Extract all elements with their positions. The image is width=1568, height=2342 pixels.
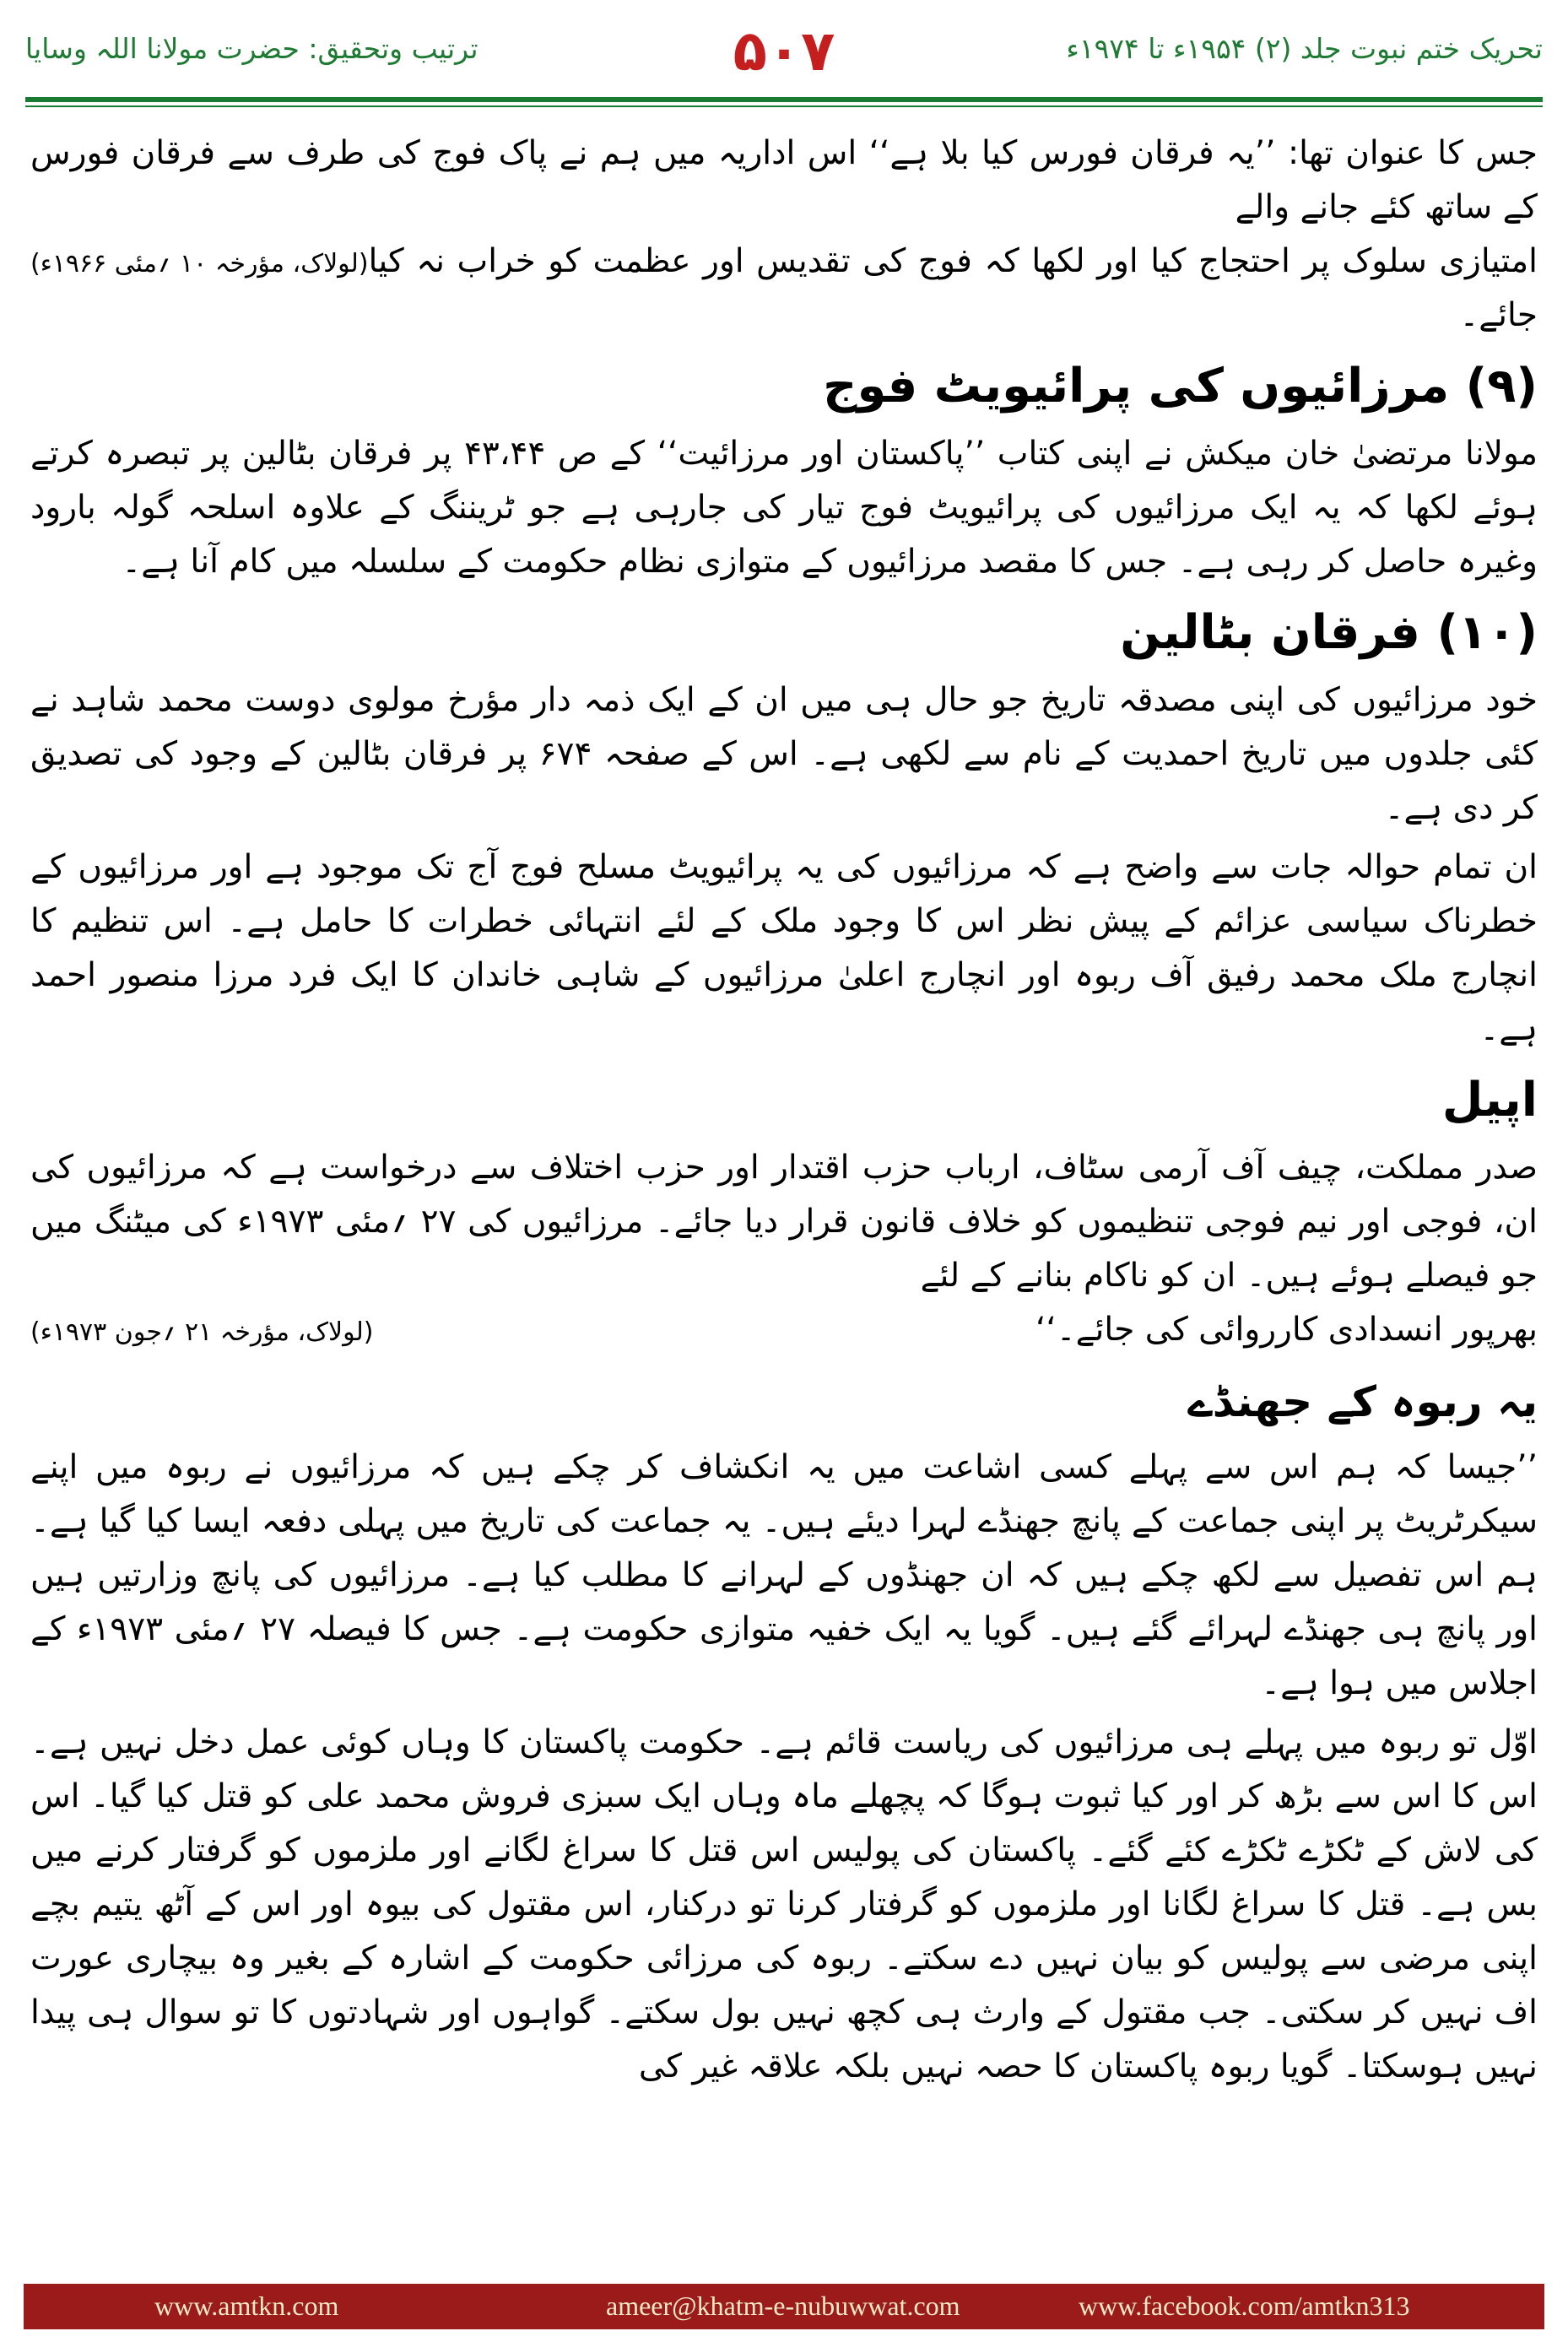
paragraph-rabwah: اوّل تو ربوہ میں پہلے ہی مرزائیوں کی ریاست قائم ہے۔ حکومت پاکستان کا وہاں کوئی عمل دخل نہیں ہے۔ اس کا اس سے بڑھ کر اور کیا ثبوت ہوگا کہ پچھلے ماہ وہاں ایک سبزی فروش محمد علی کو قتل کیا گیا۔ اس کی لاش کے ٹکڑے ٹکڑے کئے گئے۔ پاکستان کی پولیس اس قتل کا سراغ لگانے اور ملزموں کو گرفتار کرنے میں بس ہے۔ قتل کا سراغ لگانا اور ملزموں کو گرفتار کرنا تو درکنار، اس مقتول کی بیوہ اور اس کے آٹھ یتیم بچے اپنی مرضی سے پولیس کو بیان نہیں دے سکتے۔ ربوہ کی مرزائی حکومت کے اشارہ کے بغیر وہ بیچاری عورت اف نہیں کر سکتی۔ جب مقتول کے وارث ہی کچھ نہیں بول سکتے۔ گواہوں اور شہادتوں کا تو سوال ہی پیدا نہیں ہوسکتا۔ گویا ربوہ پاکستان کا حصہ نہیں بلکہ علاقہ غیر کی (30, 1723, 1538, 2085)
appeal-paragraph (30, 1141, 1538, 1360)
paragraph-flags: ’’جیسا کہ ہم اس سے پہلے کسی اشاعت میں یہ انکشاف کر چکے ہیں کہ مرزائیوں نے ربوہ میں اپنے سیکرٹریٹ پر اپنی جماعت کے پانچ جھنڈے لہرا دیئے ہیں۔ یہ جماعت کی تاریخ میں پہلی دفعہ ایسا کیا گیا ہے۔ ہم اس تفصیل سے لکھ چکے ہیں کہ ان جھنڈوں کے لہرانے کا مطلب کیا ہے۔ مرزائیوں کی پانچ وزارتیں ہیں اور پانچ ہی جھنڈے لہرائے گئے ہیں۔ گویا یہ ایک خفیہ متوازی حکومت ہے۔ جس کا فیصلہ ۲۷ ؍مئی ۱۹۷۳ء کے اجلاس میں ہوا ہے۔ (30, 1448, 1538, 1702)
section-heading-appeal: اپیل (1441, 1073, 1538, 1128)
intro-line-1: جس کا عنوان تھا: ’’یہ فرقان فورس کیا بلا ہے‘‘ اس اداریہ میں ہم نے پاک فوج کی طرف سے فرقان فورس کے ساتھ کئے جانے والے (30, 134, 1538, 226)
appeal-citation: (لولاک، مؤرخہ ۲۱ ؍جون ۱۹۷۳ء) (30, 1317, 374, 1347)
appeal-citation-line (30, 1303, 1538, 1360)
appeal-text: صدر مملکت، چیف آف آرمی سٹاف، ارباب حزب اقتدار اور حزب اختلاف سے درخواست ہے کہ مرزائیوں کی ان، فوجی اور نیم فوجی تنظیموں کو خلاف قانون قرار دیا جائے۔ مرزائیوں کی ۲۷ ؍مئی ۱۹۷۳ء کی میٹنگ میں جو فیصلے ہوئے ہیں۔ ان کو ناکام بنانے کے لئے (30, 1149, 1538, 1295)
compiler-credit: ترتیب وتحقیق: حضرت مولانا اللہ وسایا (25, 32, 479, 65)
section-heading-9: (۹) مرزائیوں کی پرائیویٹ فوج (823, 359, 1538, 414)
header-rule-thin (25, 105, 1543, 107)
page-number: ۵۰۷ (733, 19, 835, 84)
header-rule-thick (25, 97, 1543, 102)
intro-paragraph (30, 127, 1538, 343)
page-body (30, 127, 1538, 2237)
intro-line-2: امتیازی سلوک پر احتجاج کیا اور لکھا کہ فوج کی تقدیس اور عظمت کو خراب نہ کیا جائے۔ (368, 242, 1538, 334)
intro-citation-line (30, 235, 1538, 343)
footer-facebook-link[interactable]: www.facebook.com/amtkn313 (1079, 2291, 1410, 2321)
page-header (0, 0, 1568, 105)
section-heading-10: (۱۰) فرقان بٹالین (1120, 605, 1538, 660)
footer-email-link[interactable]: ameer@khatm-e-nubuwwat.com (606, 2291, 960, 2321)
paragraph-10a: خود مرزائیوں کی اپنی مصدقہ تاریخ جو حال ہی میں ان کے ایک ذمہ دار مؤرخ مولوی دوست محمد شاہد نے کئی جلدوں میں تاریخ احمدیت کے نام سے لکھی ہے۔ اس کے صفحہ ۶۷۴ پر فرقان بٹالین کے وجود کی تصدیق کر دی ہے۔ (30, 681, 1538, 827)
page-footer (24, 2284, 1544, 2329)
footer-website-link[interactable]: www.amtkn.com (154, 2291, 339, 2321)
section-heading-flags: یہ ربوہ کے جھنڈے (1187, 1377, 1538, 1426)
paragraph-10b: ان تمام حوالہ جات سے واضح ہے کہ مرزائیوں کی یہ پرائیویٹ مسلح فوج آج تک موجود ہے اور مرزائیوں کے خطرناک سیاسی عزائم کے پیش نظر اس کا وجود ملک کے لئے انتہائی خطرات کا حامل ہے۔ اس تنظیم کا انچارج ملک محمد رفیق آف ربوہ اور انچارج اعلیٰ مرزائیوں کے شاہی خاندان کا ایک فرد مرزا منصور احمد ہے۔ (30, 848, 1538, 1048)
book-title: تحریک ختم نبوت جلد (۲) ۱۹۵۴ء تا ۱۹۷۴ء (1066, 32, 1543, 65)
intro-citation: (لولاک، مؤرخہ ۱۰ ؍مئی ۱۹۶۶ء) (30, 249, 369, 279)
paragraph-9: مولانا مرتضیٰ خان میکش نے اپنی کتاب ’’پاکستان اور مرزائیت‘‘ کے ص ۴۳،۴۴ پر فرقان بٹالین پر تبصرہ کرتے ہوئے لکھا کہ یہ ایک مرزائیوں کی پرائیویٹ فوج تیار کی جارہی ہے جو ٹریننگ کے علاوہ اسلحہ گولہ بارود وغیرہ حاصل کر رہی ہے۔ جس کا مقصد مرزائیوں کے متوازی نظام حکومت کے سلسلہ میں کام آنا ہے۔ (30, 435, 1538, 581)
appeal-last-line: بھرپور انسدادی کارروائی کی جائے۔‘‘ (1035, 1311, 1538, 1349)
